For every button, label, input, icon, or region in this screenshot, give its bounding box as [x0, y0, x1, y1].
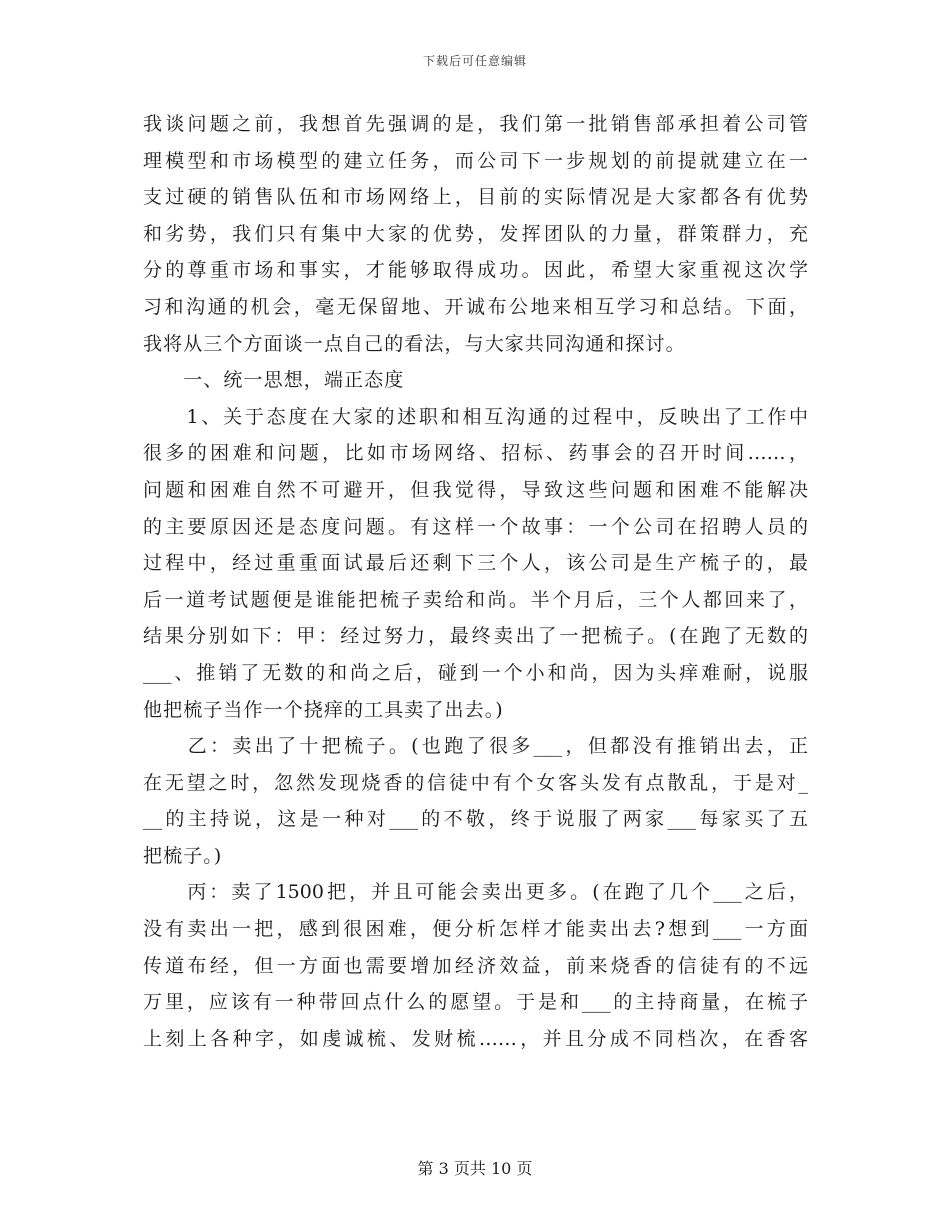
text-line: 结果分别如下：甲：经过努力，最终卖出了一把梳子。(在跑了无数的 — [143, 625, 808, 648]
text-line: 乙：卖出了十把梳子。(也跑了很多___，但都没有推销出去，正 — [143, 735, 808, 758]
text-line: 丙：卖了1500把，并且可能会卖出更多。(在跑了几个___之后， — [143, 881, 808, 904]
text-line: ___、推销了无数的和尚之后，碰到一个小和尚，因为头痒难耐，说服 — [143, 661, 808, 684]
text-line: 1、关于态度在大家的述职和相互沟通的过程中，反映出了工作中 — [143, 405, 808, 428]
text-line: 万里，应该有一种带回点什么的愿望。于是和___的主持商量，在梳子 — [143, 991, 808, 1014]
section-heading: 一、统一思想，端正态度 — [143, 369, 405, 392]
text-line: 后一道考试题便是谁能把梳子卖给和尚。半个月后，三个人都回来了， — [143, 588, 808, 611]
text-line: 没有卖出一把，感到很困难，便分析怎样才能卖出去?想到___一方面 — [143, 918, 808, 941]
text-line: __的主持说，这是一种对___的不敬，终于说服了两家___每家买了五 — [143, 808, 808, 831]
text-line: 他把梳子当作一个挠痒的工具卖了出去。) — [143, 698, 504, 721]
document-body — [143, 106, 808, 1057]
text-line: 支过硬的销售队伍和市场网络上，目前的实际情况是大家都各有优势 — [143, 186, 808, 209]
text-line: 在无望之时，忽然发现烧香的信徒中有个女客头发有点散乱，于是对_ — [143, 771, 808, 794]
text-line: 分的尊重市场和事实，才能够取得成功。因此，希望大家重视这次学 — [143, 259, 808, 282]
text-line: 习和沟通的机会，毫无保留地、开诚布公地来相互学习和总结。下面， — [143, 295, 808, 318]
text-line: 把梳子。) — [143, 844, 223, 867]
text-line: 传道布经，但一方面也需要增加经济效益，前来烧香的信徒有的不远 — [143, 954, 808, 977]
text-line: 我谈问题之前，我想首先强调的是，我们第一批销售部承担着公司管 — [143, 113, 808, 135]
text-line: 和劣势，我们只有集中大家的优势，发挥团队的力量，群策群力，充 — [143, 222, 808, 245]
page-number: 第 3 页共 10 页 — [417, 1159, 533, 1178]
page-header: 下载后可任意编辑 — [422, 54, 527, 68]
text-line: 问题和困难自然不可避开，但我觉得，导致这些问题和困难不能解决 — [143, 478, 808, 501]
text-line: 过程中，经过重重面试最后还剩下三个人，该公司是生产梳子的，最 — [143, 552, 808, 575]
text-line: 的主要原因还是态度问题。有这样一个故事：一个公司在招聘人员的 — [143, 515, 808, 538]
text-line: 很多的困难和问题，比如市场网络、招标、药事会的召开时间……， — [143, 442, 808, 465]
text-line: 理模型和市场模型的建立任务，而公司下一步规划的前提就建立在一 — [143, 149, 808, 172]
text-line: 上刻上各种字，如虔诚梳、发财梳……，并且分成不同档次，在香客 — [143, 1027, 808, 1050]
text-line: 我将从三个方面谈一点自己的看法，与大家共同沟通和探讨。 — [143, 332, 686, 355]
